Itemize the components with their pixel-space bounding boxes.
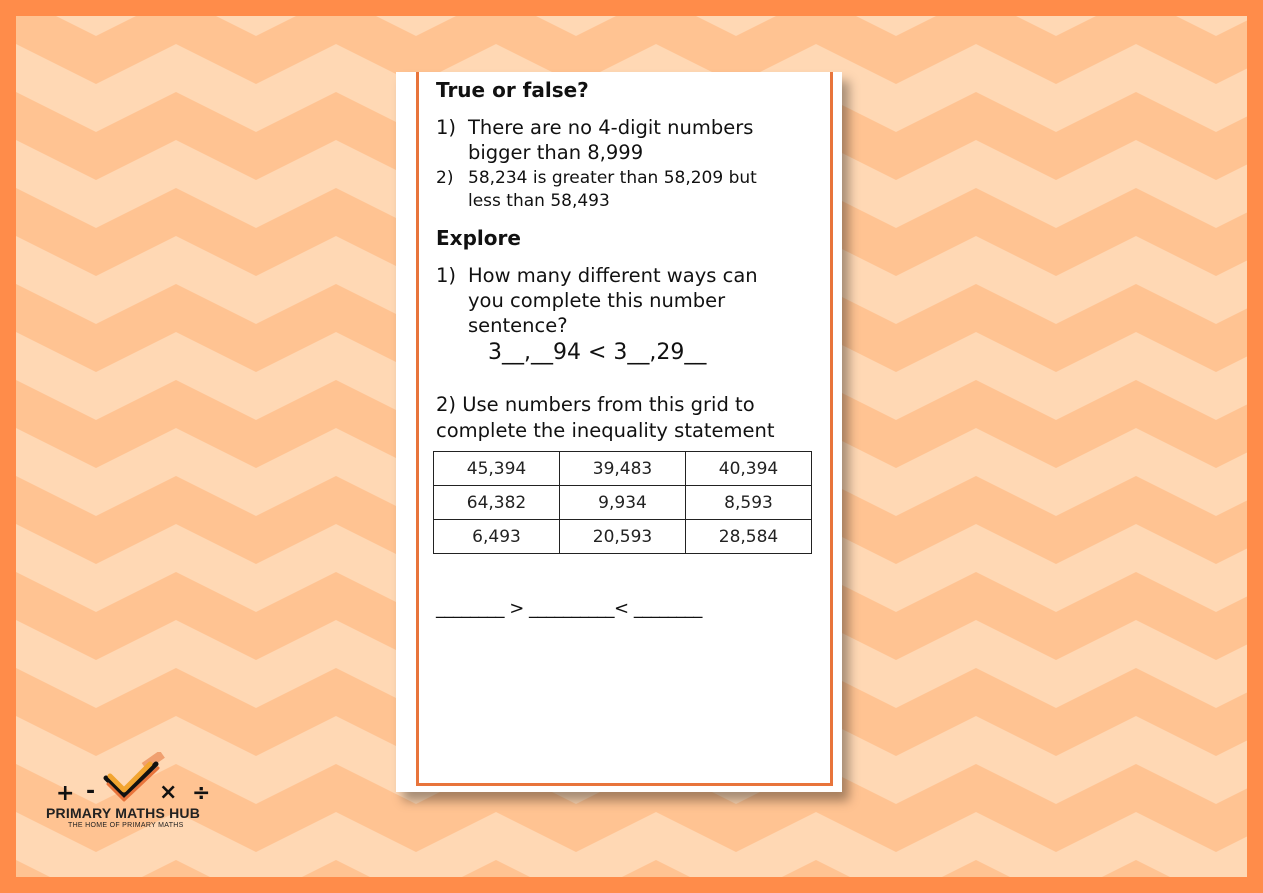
number-grid: [433, 451, 812, 554]
grid-cell: 40,394: [686, 452, 812, 486]
grid-cell: 64,382: [434, 486, 560, 520]
tf-q1-line1: There are no 4-digit numbers: [468, 116, 754, 139]
number-sentence: 3__,__94 < 3__,29__: [488, 340, 707, 365]
worksheet-card: [396, 72, 842, 792]
grid-cell: 20,593: [560, 520, 686, 554]
explore-q2-line2: complete the inequality statement: [436, 419, 775, 442]
logo-title: PRIMARY MATHS HUB: [46, 805, 201, 821]
grid-cell: 39,483: [560, 452, 686, 486]
explore-q1-number: 1): [436, 264, 457, 287]
explore-heading: Explore: [436, 226, 521, 250]
tf-q2-line1: 58,234 is greater than 58,209 but: [468, 168, 757, 188]
grid-cell: 6,493: [434, 520, 560, 554]
grid-cell: 9,934: [560, 486, 686, 520]
grid-row: [434, 452, 812, 486]
grid-cell: 28,584: [686, 520, 812, 554]
minus-symbol: -: [86, 779, 96, 804]
tf-q2-line2: less than 58,493: [468, 191, 610, 211]
explore-q1-line1: How many different ways can: [468, 264, 758, 287]
explore-q1-line3: sentence?: [468, 314, 568, 337]
plus-symbol: +: [56, 781, 75, 806]
grid-row: [434, 520, 812, 554]
grid-cell: 8,593: [686, 486, 812, 520]
true-false-heading: True or false?: [436, 78, 589, 102]
grid-row: [434, 486, 812, 520]
tf-q1-number: 1): [436, 116, 457, 139]
explore-q1-line2: you complete this number: [468, 289, 726, 312]
inequality-statement: ________ > __________< ________: [436, 598, 702, 619]
times-symbol: ×: [159, 780, 178, 805]
tf-q1-line2: bigger than 8,999: [468, 141, 644, 164]
tf-q2-number: 2): [436, 168, 454, 188]
grid-cell: 45,394: [434, 452, 560, 486]
explore-q2-line1: 2) Use numbers from this grid to: [436, 393, 755, 416]
divide-symbol: ÷: [192, 781, 211, 806]
logo-subtitle: THE HOME OF PRIMARY MATHS: [68, 822, 184, 829]
